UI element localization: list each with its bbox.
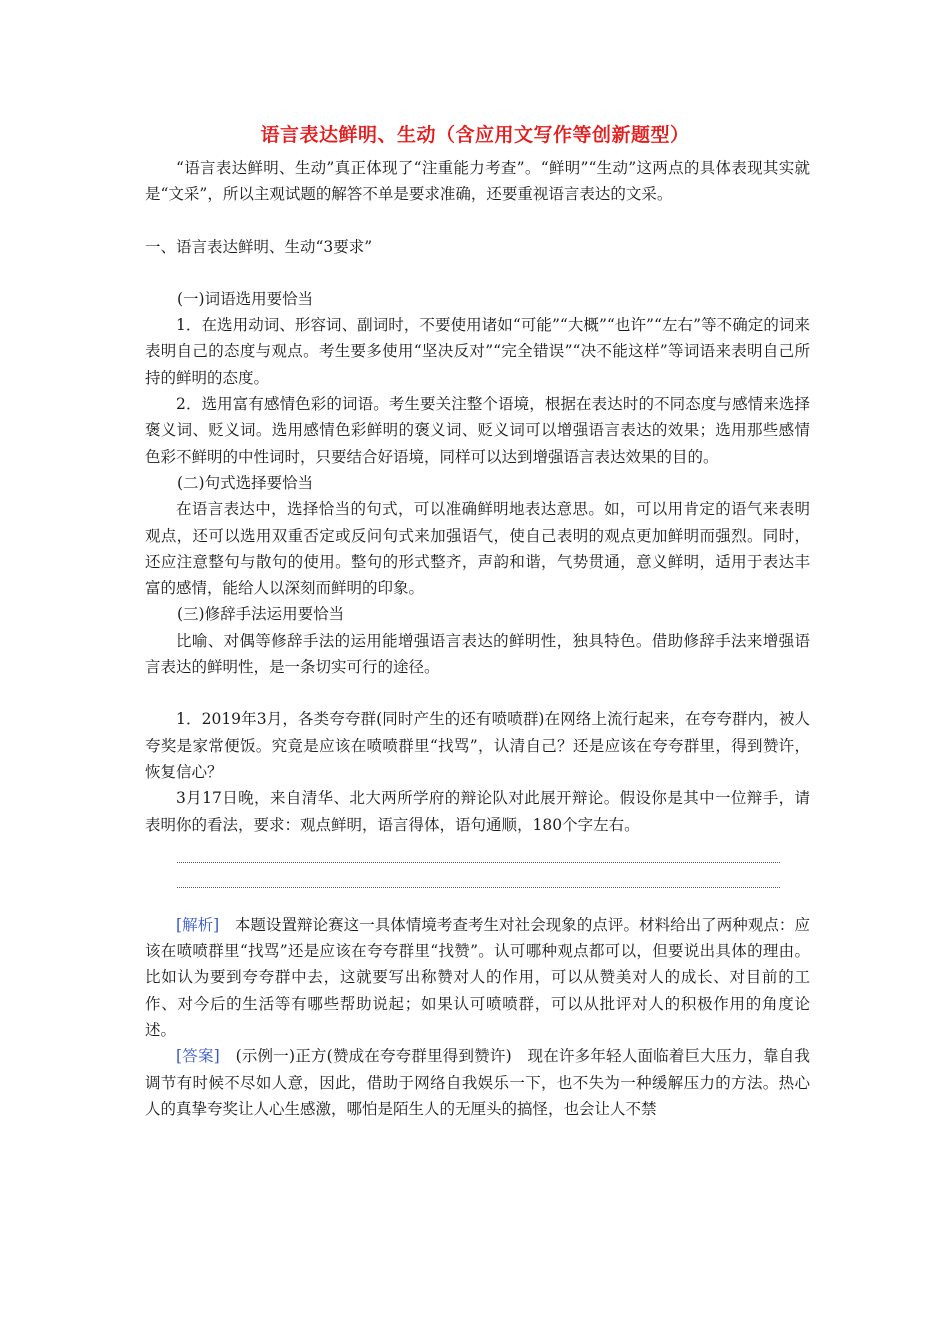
document-body xyxy=(145,155,810,1122)
spacer xyxy=(145,888,810,912)
answer-paragraph xyxy=(145,1043,810,1122)
body-paragraph: 1．在选用动词、形容词、副词时，不要使用诸如“可能”“大概”“也许”“左右”等不确定的词来表明自己的态度与观点。考生要多使用“坚决反对”“完全错误”“决不能这样”等词语来表明自己所持的鲜明的态度。 xyxy=(145,316,810,387)
spacer xyxy=(145,208,810,234)
answer-text: (示例一)正方(赞成在夸夸群里得到赞许) 现在许多年轻人面临着巨大压力，靠自我调节有时候不尽如人意，因此，借助于网络自我娱乐一下，也不失为一种缓解压力的方法。热心人的真挚夸奖让人心生感激，哪怕是陌生人的无厘头的搞怪，也会让人不禁 xyxy=(145,1047,810,1118)
body-paragraph: 比喻、对偶等修辞手法的运用能增强语言表达的鲜明性，独具特色。借助修辞手法来增强语言表达的鲜明性，是一条切实可行的途径。 xyxy=(145,631,810,677)
subsection-heading: (二)句式选择要恰当 xyxy=(177,473,314,492)
body-paragraph: 在语言表达中，选择恰当的句式，可以准确鲜明地表达意思。如，可以用肯定的语气来表明观点，还可以选用双重否定或反问句式来加强语气，使自己表明的观点更加鲜明而强烈。同时，还应注意整句与散句的使用。整句的形式整齐，声韵和谐，气势贯通，意义鲜明，适用于表达丰富的感情，能给人以深刻而鲜明的印象。 xyxy=(145,500,810,598)
intro-paragraph: “语言表达鲜明、生动”真正体现了“注重能力考查”。“鲜明”“生动”这两点的具体表现其实就是“文采”，所以主观试题的解答不单是要求准确，还要重视语言表达的文采。 xyxy=(145,159,810,204)
subsection-heading: (一)词语选用要恰当 xyxy=(177,289,314,308)
spacer xyxy=(145,863,810,887)
page-title: 语言表达鲜明、生动（含应用文写作等创新题型） xyxy=(260,124,690,146)
section-heading: 一、语言表达鲜明、生动“3要求” xyxy=(145,237,373,256)
analysis-paragraph xyxy=(145,912,810,1043)
spacer xyxy=(145,680,810,706)
body-paragraph: 2．选用富有感情色彩的词语。考生要关注整个语境，根据在表达时的不同态度与感情来选择褒义词、贬义词。选用感情色彩鲜明的褒义词、贬义词可以增强语言表达的效果；选用那些感情色彩不鲜明的中性词时，只要结合好语境，同样可以达到增强语言表达效果的目的。 xyxy=(145,395,810,466)
answer-tag: [答案] xyxy=(176,1047,220,1066)
question-paragraph: 3月17日晚，来自清华、北大两所学府的辩论队对此展开辩论。假设你是其中一位辩手，请表明你的看法，要求：观点鲜明，语言得体，语句通顺，180个字左右。 xyxy=(145,789,810,834)
question-paragraph: 1．2019年3月，各类夸夸群(同时产生的还有喷喷群)在网络上流行起来，在夸夸群内，被人夸奖是家常便饭。究竟是应该在喷喷群里“找骂”，认清自己？还是应该在夸夸群里，得到赞许，恢复信心？ xyxy=(145,710,810,781)
analysis-tag: [解析] xyxy=(176,915,220,934)
analysis-text: 本题设置辩论赛这一具体情境考查考生对社会现象的点评。材料给出了两种观点：应该在喷喷群里“找骂”还是应该在夸夸群里“找赞”。认可哪种观点都可以，但要说出具体的理由。比如认为要到夸夸群中去，这就要写出称赞对人的作用，可以从赞美对人的成长、对目前的工作、对今后的生活等有哪些帮助说起；如果认可喷喷群，可以从批评对人的积极作用的角度论述。 xyxy=(145,915,810,1040)
spacer xyxy=(145,838,810,862)
subsection-heading: (三)修辞手法运用要恰当 xyxy=(177,605,345,624)
spacer xyxy=(145,260,810,286)
